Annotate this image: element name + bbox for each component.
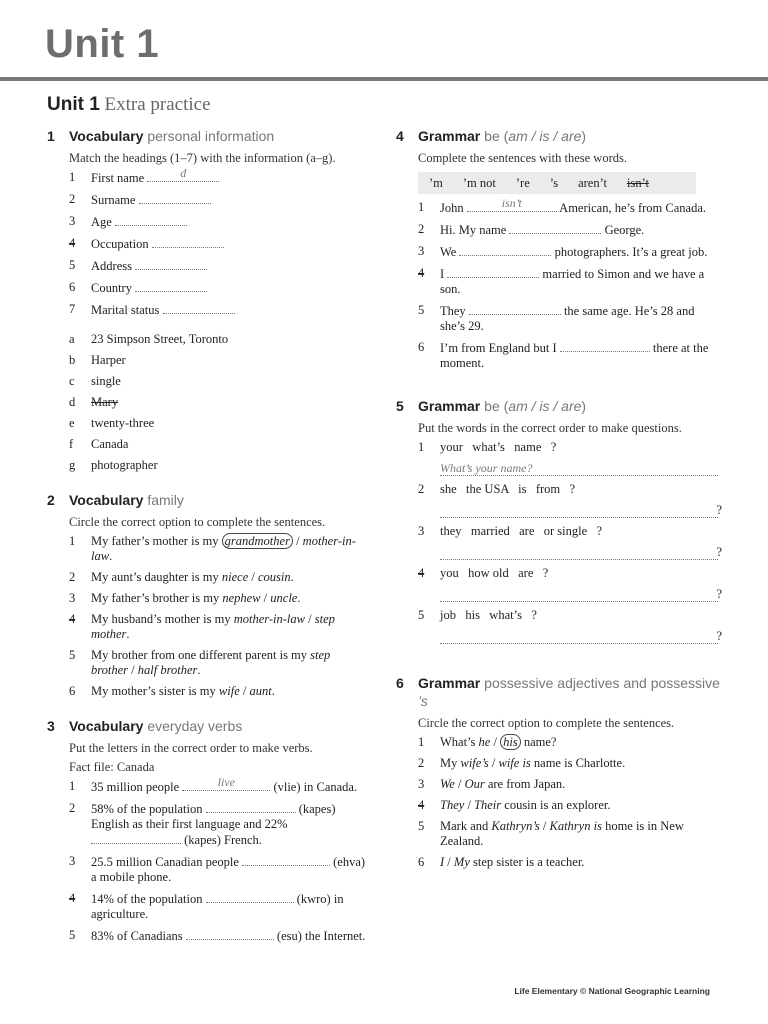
instruction: Put the words in the correct order to make questions.: [418, 421, 682, 435]
unit-title: Unit 1: [45, 22, 160, 66]
answer-blank[interactable]: [115, 214, 187, 226]
option[interactable]: We: [440, 777, 455, 791]
answer-blank[interactable]: [459, 244, 551, 256]
list-item: 5 They the same age. He’s 28 and she’s 29.: [418, 303, 695, 333]
right-column: [396, 127, 722, 876]
left-column: [47, 127, 367, 950]
section-4: 4 Grammar be (am / is / are) Complete the sentences with these words. ’m ’m not ’re ’s aren’t isn’t 1 John isn’t American, he’s from Canada. 2 Hi. My name George. 3 We photographers. It’s a great job. 4 I married to Simon and we have a son. 5 They the same age. He’s 28 and she’s 29. 6 I’m from England but I there at the moment.: [396, 127, 722, 371]
fact-file-label: Fact file: Canada: [69, 760, 155, 774]
word: isn’t: [627, 176, 650, 190]
list-item: 7 Marital status: [47, 302, 367, 318]
option-item: b Harper: [69, 353, 126, 367]
answer-blank[interactable]: [139, 192, 211, 204]
page-subtitle: [47, 94, 211, 116]
option-item: a 23 Simpson Street, Toronto: [69, 332, 229, 346]
list-item: 2 Hi. My name George.: [418, 222, 645, 237]
answer-blank[interactable]: live: [182, 779, 270, 791]
option[interactable]: Kathryn is: [549, 819, 602, 833]
option-item: e twenty-three: [69, 416, 155, 430]
option[interactable]: My: [453, 855, 470, 869]
option[interactable]: aunt: [249, 684, 272, 698]
answer-blank[interactable]: [242, 854, 330, 866]
answer-row: [396, 503, 722, 518]
option[interactable]: mother-in-law: [91, 534, 356, 563]
list-item: 1 My father’s mother is my grandmother / mother-in-law.: [69, 534, 356, 563]
list-item: 5 83% of Canadians (esu) the Internet.: [69, 928, 366, 943]
list-item: 2 she the USA is from ?: [418, 482, 576, 496]
answer-blank[interactable]: d: [147, 170, 219, 182]
list-item: 6 I’m from England but I there at the moment.: [418, 340, 709, 370]
answer-blank[interactable]: [163, 302, 235, 314]
word: aren’t: [578, 176, 608, 190]
instruction: Circle the correct option to complete the sentences.: [418, 716, 675, 730]
list-item: 3 25.5 million Canadian people (ehva) a mobile phone.: [69, 854, 366, 884]
section-6: 6 Grammar possessive adjectives and possessive ’s Circle the correct option to complete the sentences. 1 What’s he / his name? 2 My wife’s / wife is name is Charlotte. 3 We / Our are from Japan. 4 They / Their cousin is an explorer. 5 Mark and Kathryn’s / Kathryn is home is in New Zealand. 6 I / My step sister is a teacher.: [396, 674, 722, 870]
list-item: 1 First name d: [47, 170, 367, 186]
answer-row: [396, 629, 722, 644]
option[interactable]: step mother: [91, 612, 335, 641]
list-item: 4 I married to Simon and we have a son.: [418, 266, 705, 296]
list-item: 5 My brother from one different parent is my step brother / half brother.: [69, 648, 331, 677]
answer-row: [396, 461, 722, 476]
list-item: 3 Age: [47, 214, 367, 230]
answer-blank[interactable]: [447, 266, 539, 278]
option-circled[interactable]: grandmother: [222, 533, 293, 549]
list-item: 2 My wife’s / wife is name is Charlotte.: [418, 756, 626, 770]
list-item: 1 John isn’t American, he’s from Canada.: [418, 196, 707, 215]
option[interactable]: Kathryn’s: [491, 819, 540, 833]
option-item: g photographer: [69, 458, 158, 472]
option[interactable]: cousin: [258, 570, 291, 584]
list-item: 5 job his what’s ?: [418, 608, 537, 622]
answer-blank[interactable]: [135, 280, 207, 292]
list-item: 2 Surname: [47, 192, 367, 208]
option-item: f Canada: [69, 437, 129, 451]
list-item: 6 Country: [47, 280, 367, 296]
option[interactable]: nephew: [222, 591, 261, 605]
option[interactable]: half brother: [137, 663, 198, 677]
list-item: 3 they married are or single ?: [418, 524, 603, 538]
answer-line[interactable]: ?: [440, 503, 718, 518]
section-3: 3 Vocabulary everyday verbs Put the letters in the correct order to make verbs. Fact file: Canada 1 35 million people live (vlie) in Canada. 2 58% of the population (kapes) English as their first language and 22% (kapes) French. 3 25.5 million Canadian people (ehva) a mobile phone. 4 14% of the population (kwro) in agriculture. 5 83% of Canadians (esu) the Internet.: [47, 718, 366, 943]
option[interactable]: wife is: [498, 756, 531, 770]
option[interactable]: step brother: [91, 648, 331, 677]
list-item: 2 58% of the population (kapes) English as their first language and 22% (kapes) French.: [69, 801, 336, 847]
section-1: 1 Vocabulary personal information Match the headings (1–7) with the information (a–g). 1 First name d 2 Surname 3 Age 4 Occupation 5 Address 6 Country 7 Marital status a 23 Simpson Street, Toronto b Harper c single d Mary e twenty-three f Canada g photographer: [47, 127, 367, 473]
subtitle-text: Extra practice: [104, 94, 211, 115]
list-item: 4 My husband’s mother is my mother-in-law / step mother.: [69, 612, 335, 641]
list-item: 4 They / Their cousin is an explorer.: [418, 798, 611, 812]
list-item: 5 Mark and Kathryn’s / Kathryn is home is in New Zealand.: [418, 819, 684, 848]
answer-blank[interactable]: [135, 258, 207, 270]
option[interactable]: wife: [218, 684, 240, 698]
section-2: 2 Vocabulary family Circle the correct option to complete the sentences. 1 My father’s mother is my grandmother / mother-in-law. 2 My aunt’s daughter is my niece / cousin. 3 My father’s brother is my nephew / uncle. 4 My husband’s mother is my mother-in-law / step mother. 5 My brother from one different parent is my step brother / half brother. 6 My mother’s sister is my wife / aunt.: [47, 491, 367, 699]
option[interactable]: Their: [474, 798, 502, 812]
option-item: d Mary: [69, 395, 119, 409]
word: ’s: [549, 176, 559, 190]
list-item: 6 I / My step sister is a teacher.: [418, 855, 585, 869]
answer-blank[interactable]: isn’t: [467, 200, 557, 212]
word: ’m not: [462, 176, 496, 190]
page-header: [0, 0, 768, 81]
answer-blank[interactable]: [560, 340, 650, 352]
list-item: 5 Address: [47, 258, 367, 274]
instruction: Complete the sentences with these words.: [418, 151, 627, 165]
list-item: 1 your what’s name ?: [418, 440, 557, 454]
answer-blank[interactable]: [469, 303, 561, 315]
word: ’re: [515, 176, 530, 190]
option[interactable]: Our: [464, 777, 485, 791]
instruction: Match the headings (1–7) with the information (a–g).: [69, 151, 336, 165]
list-item: 3 We / Our are from Japan.: [418, 777, 566, 791]
option[interactable]: They: [440, 798, 465, 812]
list-item: 4 14% of the population (kwro) in agriculture.: [69, 891, 344, 921]
option[interactable]: he: [478, 735, 491, 749]
option[interactable]: I: [440, 855, 445, 869]
answer-blank[interactable]: [206, 891, 294, 903]
word: ’m: [429, 176, 443, 190]
answer-line[interactable]: ?: [440, 587, 718, 602]
word-box: [418, 172, 696, 194]
subtitle-unit: Unit 1: [47, 94, 100, 115]
instruction: Circle the correct option to complete the sentences.: [69, 515, 326, 529]
answer-line[interactable]: What’s your name?: [440, 461, 718, 476]
option[interactable]: mother-in-law: [233, 612, 305, 626]
instruction: Put the letters in the correct order to make verbs.: [69, 741, 313, 755]
list-item: 6 My mother’s sister is my wife / aunt.: [69, 684, 275, 698]
answer-blank[interactable]: [186, 928, 274, 940]
option[interactable]: wife’s: [460, 756, 489, 770]
answer-blank[interactable]: [509, 222, 601, 234]
list-item: 1 35 million people live (vlie) in Canada.: [69, 775, 358, 794]
list-item: 4 Occupation: [47, 236, 367, 252]
answer-row: [396, 545, 722, 560]
list-item: 3 We photographers. It’s a great job.: [418, 244, 708, 259]
list-item: 1 What’s he / his name?: [418, 735, 557, 749]
answer-blank[interactable]: [152, 236, 224, 248]
answer-line[interactable]: ?: [440, 629, 718, 644]
footer-credit: Life Elementary © National Geographic Learning: [514, 986, 710, 996]
option-circled[interactable]: his: [500, 734, 521, 750]
answer-blank[interactable]: [91, 832, 181, 844]
list-item: 2 My aunt’s daughter is my niece / cousin.: [69, 570, 294, 584]
answer-line[interactable]: ?: [440, 545, 718, 560]
option[interactable]: uncle: [270, 591, 298, 605]
list-item: 3 My father’s brother is my nephew / uncle.: [69, 591, 301, 605]
section-5: 5 Grammar be (am / is / are) Put the words in the correct order to make questions. 1 your what’s name ? What’s your name? 2 she the USA is from ? ? 3 they married are or single ? ? 4 you how old are ? ? 5 job his what’s ? ?: [396, 398, 722, 643]
answer-blank[interactable]: [206, 801, 296, 813]
option[interactable]: niece: [221, 570, 249, 584]
option-item: c single: [69, 374, 121, 388]
answer-row: [396, 587, 722, 602]
list-item: 4 you how old are ?: [418, 566, 549, 580]
